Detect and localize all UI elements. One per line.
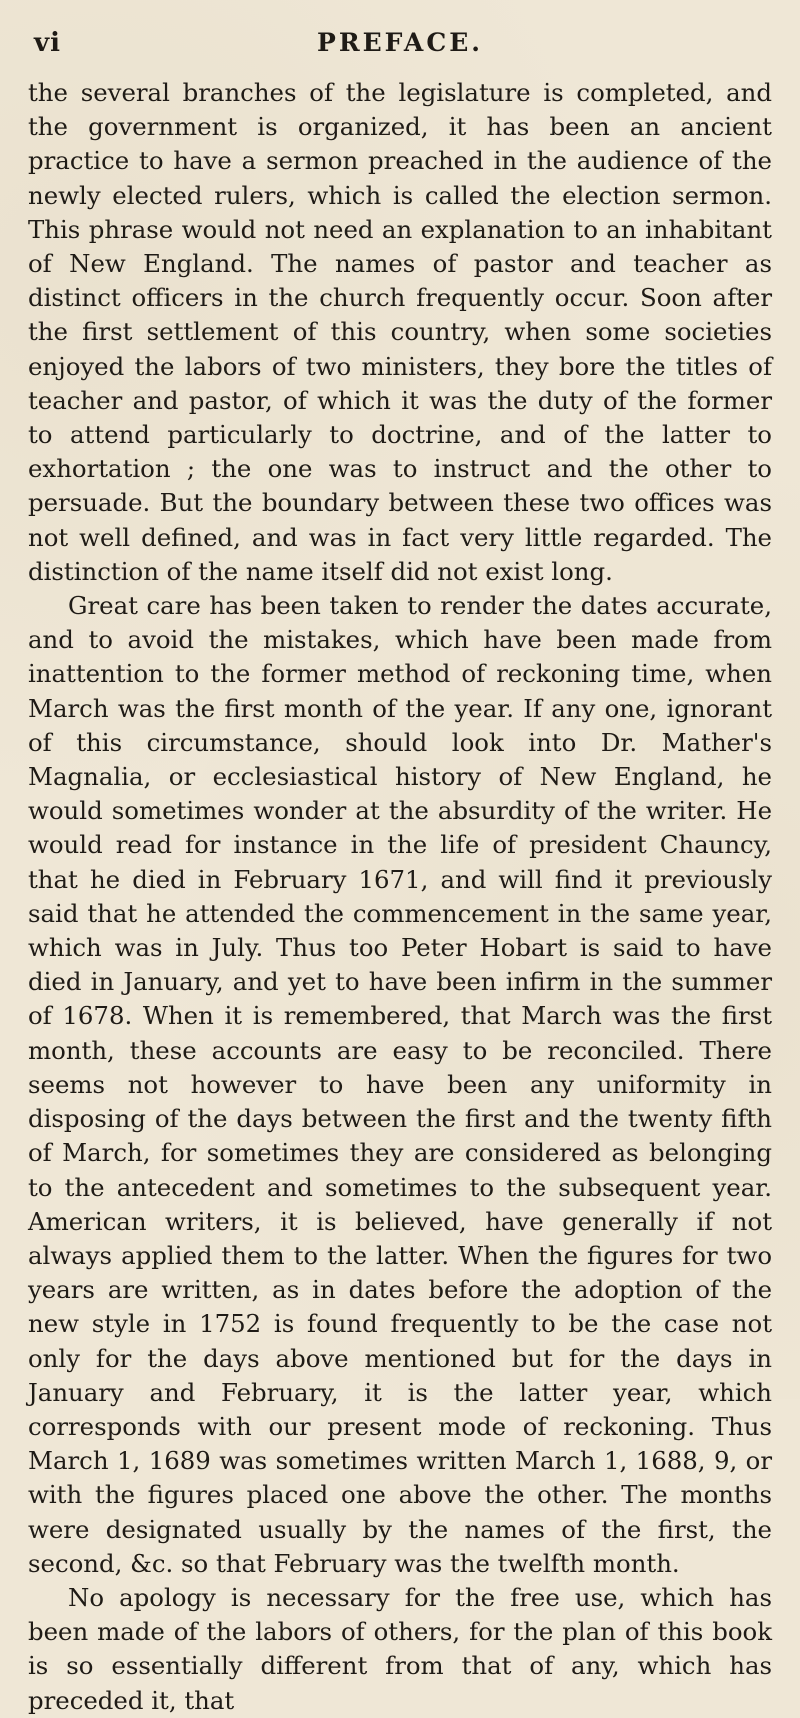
paragraph-1: the several branches of the legislature is completed, and the government is organized, it has been an ancient practice to have a sermon preached in the audience of the newly elected rulers, which is called the election sermon. This phrase would not need an explanation to an inhabitant of New England. The names of pastor and teacher as distinct officers in the church frequently occur. Soon after the first settlement of this country, when some societies enjoyed the labors of two ministers, they bore the titles of teacher and pastor, of which it was the duty of the former to attend particularly to doctrine, and of the latter to exhortation ; the one was to instruct and the other to persuade. But the boundary between these two offices was not well defined, and was in fact very little regarded. The distinction of the name itself did not exist long. xyxy=(28,78,772,586)
body-text xyxy=(28,76,772,1718)
running-title: PREFACE. xyxy=(317,28,483,57)
page-number: vi xyxy=(34,28,61,58)
page-header xyxy=(28,22,772,68)
paragraph-3: No apology is necessary for the free use, which has been made of the labors of others, for the plan of this book is so essentially different from that of any, which has preceded it, that xyxy=(28,1582,772,1715)
paragraph-2: Great care has been taken to render the dates accurate, and to avoid the mistakes, which have been made from inattention to the former method of reckoning time, when March was the first month of the year. If any one, ignorant of this circumstance, should look into Dr. Mather's Magnalia, or ecclesiastical history of New England, he would sometimes wonder at the absurdity of the writer. He would read for instance in the life of president Chauncy, that he died in February 1671, and will find it previously said that he attended the commencement in the same year, which was in July. Thus too Peter Hobart is said to have died in January, and yet to have been infirm in the summer of 1678. When it is remembered, that March was the first month, these accounts are easy to be reconciled. There seems not however to have been any uniformity in disposing of the days between the first and the twenty fifth of March, for sometimes they are considered as belonging to the antecedent and sometimes to the subsequent year. American writers, it is believed, have generally if not always applied them to the latter. When the figures for two years are written, as in dates before the adoption of the new style in 1752 is found frequently to be the case not only for the days above mentioned but for the days in January and February, it is the latter year, which corresponds with our present mode of reckoning. Thus March 1, 1689 was sometimes written March 1, 1688, 9, or with the figures placed one above the other. The months were designated usually by the names of the first, the second, &c. so that February was the twelfth month. xyxy=(28,591,772,1578)
